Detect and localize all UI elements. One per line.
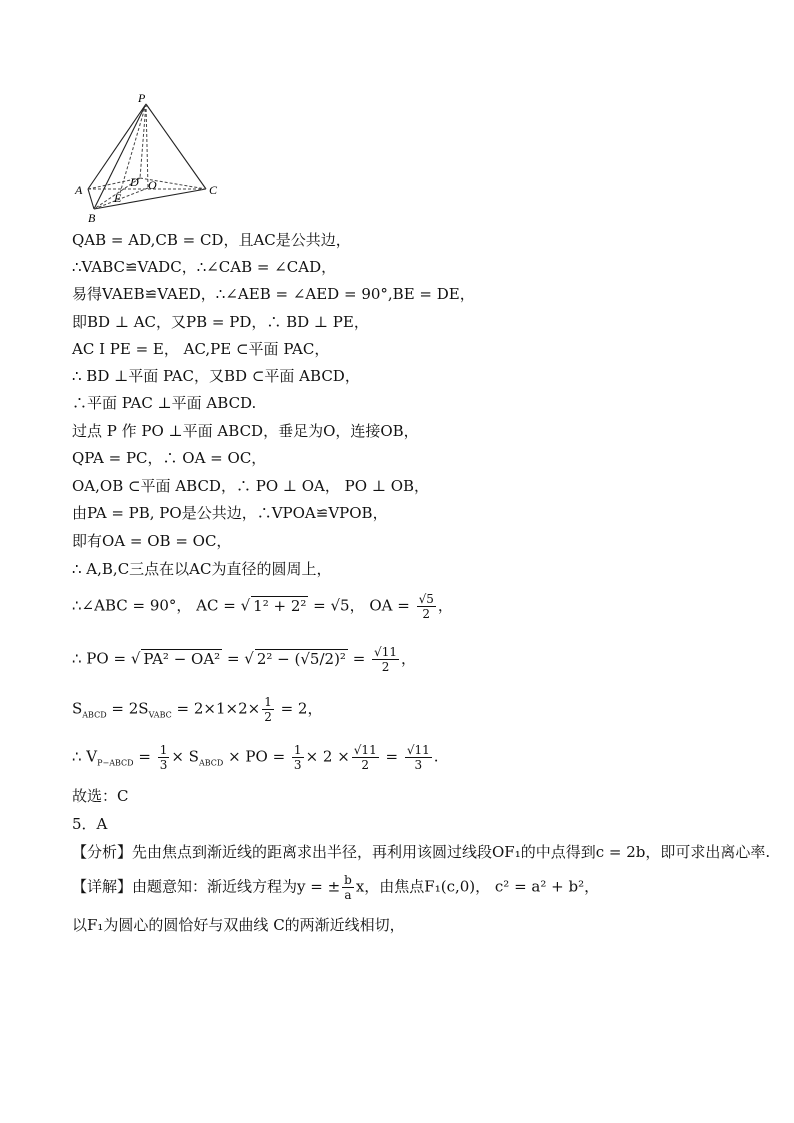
formula-area: $S_{ABCD} = 2S_{VABC} = 2\times 1\times 2\times$ $\frac{1}{2}$ = 2，	[72, 695, 323, 724]
formula-ac-oa: ∴∠ABC = 90°， AC = √ 1² + 2² = √5， OA = $\frac{√5}{2}$ ，	[72, 592, 453, 621]
text-line: 易得VAEB≌VAED，∴∠AEB = ∠AED = 90°,BE = DE，	[72, 285, 475, 303]
formula-po: ∴ PO = √ PA² − OA² = √ 2² − (√5/2)² = $\frac{√11}{2}$ ，	[72, 645, 416, 674]
label-e: E	[114, 191, 122, 205]
text-line: ∴VABC≌VADC，∴∠CAB = ∠CAD，	[72, 258, 337, 276]
text-line: QPA = PC，∴ OA = OC，	[72, 449, 267, 467]
detail-line: 【详解】由题意知：渐近线方程为y = ± $\frac{b}{a}$ x，由焦点F₁(c,0)， c² = a² + b²，	[72, 873, 600, 902]
answer-line: 故选：C	[72, 787, 129, 805]
text-line: 即有OA = OB = OC，	[72, 532, 232, 550]
label-a: A	[75, 183, 83, 197]
text-line: 过点 P 作 PO ⊥平面 ABCD，垂足为O，连接OB，	[72, 422, 419, 440]
formula-volume: ∴ $V_{P-ABCD}$ = $\frac{1}{3}$ × $S_{ABCD}$ × PO = $\frac{1}{3}$ × 2 × $\frac{√11}{2}$ = $\frac{√11}{3}$ .	[72, 743, 439, 772]
label-b: B	[88, 211, 96, 225]
analysis-line: 【分析】先由焦点到渐近线的距离求出半径，再利用该圆过线段OF₁的中点得到c = 2b，即可求出离心率.	[72, 843, 771, 861]
text-line: ∴ A,B,C三点在以AC为直径的圆周上，	[72, 560, 332, 578]
label-c: C	[209, 183, 218, 197]
text-line: AC I PE = E， AC,PE ⊂平面 PAC，	[72, 340, 330, 358]
label-p: P	[138, 91, 146, 105]
text-line: QAB = AD,CB = CD，且AC是公共边，	[72, 231, 351, 249]
text-line: 即BD ⊥ AC，又PB = PD，∴ BD ⊥ PE，	[72, 313, 369, 331]
text-line: ∴平面 PAC ⊥平面 ABCD.	[72, 394, 257, 412]
question-number: 5．A	[72, 815, 108, 833]
text-line: ∴ BD ⊥平面 PAC，又BD ⊂平面 ABCD，	[72, 367, 360, 385]
text-line: OA,OB ⊂平面 ABCD，∴ PO ⊥ OA， PO ⊥ OB，	[72, 477, 430, 495]
label-o: O	[148, 178, 157, 192]
last-line: 以F₁为圆心的圆恰好与双曲线 C的两渐近线相切，	[72, 916, 405, 934]
text-line: 由PA = PB, PO是公共边，∴VPOA≌VPOB，	[72, 504, 388, 522]
label-d: D	[130, 175, 139, 189]
pyramid-figure	[70, 90, 230, 230]
